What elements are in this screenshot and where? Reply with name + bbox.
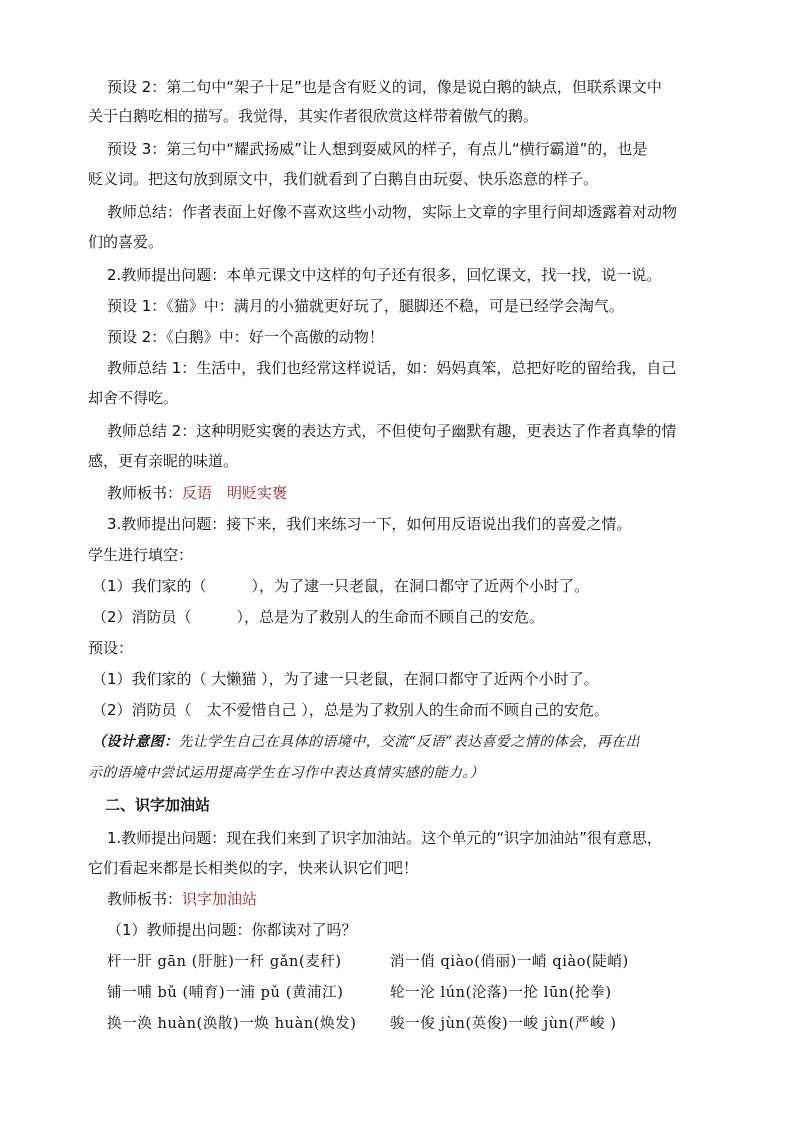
fill-in-item-2: （2）消防员（ ），总是为了救别人的生命而不顾自己的安危。 [92, 608, 545, 626]
paragraph-preset3-line1: 预设 3：第三句中“耀武扬威”让人想到耍威风的样子，有点儿“横行霸道”的，也是 [107, 140, 648, 158]
teacher-summary1-line2: 却舍不得吃。 [88, 389, 179, 407]
blackboard-label: 教师板书： [107, 484, 183, 502]
teacher-summary1-line1: 教师总结 1：生活中，我们也经常这样说话，如：妈妈真笨，总把好吃的留给我，自己 [107, 359, 677, 377]
pinyin-pair-left: 杆一肝 gān (肝脏)一秆 gǎn(麦秆) [107, 954, 342, 970]
design-intent-line2: 示的语境中尝试运用提高学生在习作中表达真情实感的能力。） [88, 765, 485, 781]
question2-preset1: 预设 1：《猫》中：满月的小猫就更好玩了，腿脚还不稳，可是已经学会淘气。 [107, 297, 624, 315]
literacy-question-line2: 它们看起来都是长相类似的字，快来认识它们吧！ [88, 859, 419, 877]
pinyin-pair-left: 换一涣 huàn(涣散)一焕 huàn(焕发) [107, 1016, 357, 1032]
teacher-question-3: 3.教师提出问题：接下来，我们来练习一下，如何用反语说出我们的喜爱之情。 [107, 515, 632, 533]
teacher-summary-line2: 们的喜爱。 [88, 233, 164, 251]
design-intent-text: 先让学生自己在具体的语境中，交流“反语”表达喜爱之情的体会，再在出 [178, 734, 640, 750]
pinyin-pair-right: 骏一俊 jùn(英俊)一峻 jùn(严峻 ) [390, 1016, 617, 1032]
blackboard-note-2 [107, 889, 257, 909]
fill-in-item-1: （1）我们家的（ ），为了逮一只老鼠，在洞口都守了近两个小时了。 [92, 577, 590, 595]
design-intent-line1 [92, 732, 640, 752]
teacher-summary2-line2: 感，更有亲昵的味道。 [88, 452, 239, 470]
blackboard-note-1 [107, 483, 287, 503]
pinyin-pair-left: 铺一哺 bǔ (哺育)一浦 pǔ (黄浦江) [107, 985, 344, 1001]
blackboard-label-2: 教师板书： [107, 890, 183, 908]
teacher-summary-line1: 教师总结：作者表面上好像不喜欢这些小动物，实际上文章的字里行间却透露着对动物 [107, 203, 678, 221]
question2-preset2: 预设 2：《白鹅》中：好一个高傲的动物！ [107, 328, 384, 346]
paragraph-preset2-line1: 预设 2：第二句中“架子十足”也是含有贬义的词，像是说白鹅的缺点，但联系课文中 [107, 78, 662, 96]
paragraph-preset2-line2: 关于白鹅吃相的描写。我觉得，其实作者很欣赏这样带着傲气的鹅。 [88, 107, 539, 125]
answer-item-2: （2）消防员（ 太不爱惜自己 ），总是为了救别人的生命而不顾自己的安危。 [92, 701, 609, 719]
design-intent-key: （设计意图： [92, 734, 179, 750]
preset-label: 预设： [88, 639, 134, 657]
teacher-summary2-line1: 教师总结 2：这种明贬实褒的表达方式，不但使句子幽默有趣，更表达了作者真挚的情 [107, 422, 677, 440]
paragraph-preset3-line2: 贬义词。把这句放到原文中，我们就看到了白鹅自由玩耍、快乐恣意的样子。 [88, 170, 599, 188]
blackboard-content: 反语 明贬实褒 [182, 484, 288, 502]
fill-in-intro: 学生进行填空： [88, 546, 194, 564]
pinyin-pair-right: 轮一沦 lún(沦落)一抡 lūn(抡拳) [390, 985, 612, 1001]
teacher-question-2: 2.教师提出问题：本单元课文中这样的句子还有很多，回忆课文，找一找，说一说。 [107, 266, 662, 284]
section-heading: 二、识字加油站 [105, 796, 211, 814]
blackboard-content-2: 识字加油站 [182, 890, 258, 908]
literacy-subquestion: （1）教师提出问题：你都读对了吗？ [107, 921, 357, 939]
pinyin-pair-right: 消一俏 qiào(俏丽)一峭 qiào(陡峭) [390, 954, 629, 970]
literacy-question-line1: 1.教师提出问题：现在我们来到了识字加油站。这个单元的“识字加油站”很有意思， [107, 829, 662, 847]
answer-item-1: （1）我们家的（ 大懒猫 ），为了逮一只老鼠，在洞口都守了近两个小时了。 [92, 670, 599, 688]
